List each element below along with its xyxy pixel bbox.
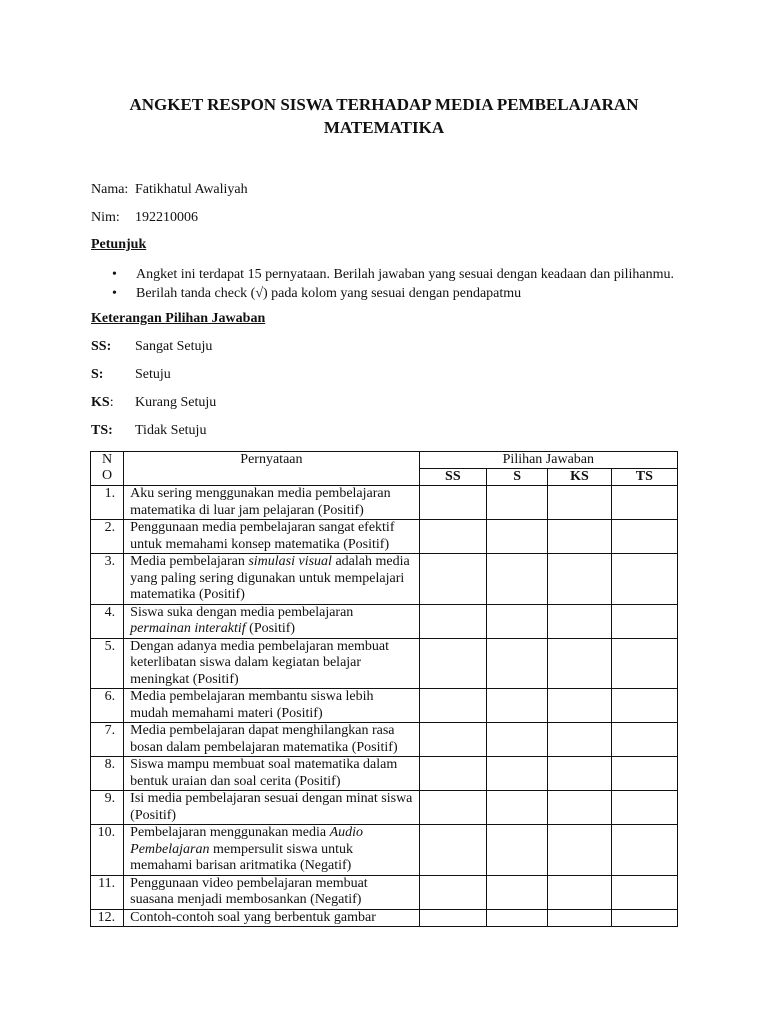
- statement-text: Aku sering menggunakan media pembelajaran matematika di luar jam pelajaran (Positif): [130, 486, 391, 518]
- statement-text: Contoh-contoh soal yang berbentuk gambar: [130, 909, 376, 925]
- document-title: ANGKET RESPON SISWA TERHADAP MEDIA PEMBELAJARAN MATEMATIKA: [129, 95, 639, 137]
- legend-suffix: :: [108, 423, 113, 438]
- answer-cell-s[interactable]: [487, 604, 548, 638]
- legend-code: S: [91, 367, 99, 382]
- table-row: [91, 604, 678, 638]
- nim-label: Nim:: [91, 210, 120, 225]
- statement-text: Dengan adanya media pembelajaran membuat keterlibatan siswa dalam kegiatan belajar meningkat (Positif): [130, 638, 390, 687]
- answer-cell-ks[interactable]: [548, 638, 611, 689]
- header-no-line2: O: [102, 468, 113, 483]
- row-statement: [124, 791, 420, 825]
- row-number: 9.: [91, 791, 124, 825]
- row-number: 7.: [91, 723, 124, 757]
- legend-code: SS: [91, 339, 107, 354]
- statement-italic-text: permainan interaktif: [130, 621, 246, 636]
- answer-cell-ts[interactable]: [611, 520, 677, 554]
- legend-code: KS: [91, 395, 110, 410]
- answer-cell-ss[interactable]: [419, 723, 486, 757]
- statement-text: Siswa mampu membuat soal matematika dalam bentuk uraian dan soal cerita (Positif): [130, 757, 398, 789]
- name-label: Nama:: [91, 182, 129, 197]
- statement-text: Penggunaan media pembelajaran sangat efektif untuk memahami konsep matematika (Positif): [130, 520, 395, 552]
- answer-cell-ts[interactable]: [611, 604, 677, 638]
- answer-cell-ts[interactable]: [611, 791, 677, 825]
- answer-cell-ks[interactable]: [548, 875, 611, 909]
- statement-text: mempersulit siswa untuk memahami barisan aritmatika (Negatif): [130, 841, 353, 873]
- header-option-ks: KS: [548, 469, 611, 486]
- answer-cell-ks[interactable]: [548, 554, 611, 605]
- answer-cell-ss[interactable]: [419, 791, 486, 825]
- header-option-ts: TS: [611, 469, 677, 486]
- table-row: [91, 689, 678, 723]
- statement-text: Siswa suka dengan media pembelajaran: [130, 604, 354, 620]
- answer-cell-ts[interactable]: [611, 689, 677, 723]
- row-statement: [124, 486, 420, 520]
- answer-cell-s[interactable]: [487, 825, 548, 876]
- nim-field: [91, 209, 198, 227]
- statement-text: Media pembelajaran: [130, 554, 249, 569]
- table-row: [91, 723, 678, 757]
- header-no: [91, 452, 124, 486]
- answer-cell-ss[interactable]: [419, 520, 486, 554]
- legend-meaning: Sangat Setuju: [135, 339, 213, 354]
- row-number: 4.: [91, 604, 124, 638]
- answer-cell-ss[interactable]: [419, 757, 486, 791]
- row-statement: [124, 757, 420, 791]
- answer-cell-ts[interactable]: [611, 554, 677, 605]
- row-statement: [124, 689, 420, 723]
- answer-cell-s[interactable]: [487, 791, 548, 825]
- header-choices: Pilihan Jawaban: [419, 452, 677, 469]
- row-number: 11.: [91, 875, 124, 909]
- answer-cell-ks[interactable]: [548, 825, 611, 876]
- row-number: 10.: [91, 825, 124, 876]
- header-statement: Pernyataan: [124, 452, 420, 486]
- answer-cell-ks[interactable]: [548, 604, 611, 638]
- statement-italic-text: simulasi visual: [248, 554, 332, 569]
- answer-cell-ks[interactable]: [548, 757, 611, 791]
- table-row: [91, 909, 678, 927]
- table-row: [91, 520, 678, 554]
- bullet-icon: •: [112, 267, 117, 282]
- survey-body: [91, 486, 678, 927]
- row-statement: [124, 909, 420, 927]
- answer-cell-ss[interactable]: [419, 825, 486, 876]
- keterangan-heading: Keterangan Pilihan Jawaban: [91, 311, 266, 326]
- instruction-item: [112, 265, 674, 284]
- row-statement: [124, 723, 420, 757]
- name-field: [91, 181, 248, 199]
- table-row: [91, 554, 678, 605]
- header-option-s: S: [487, 469, 548, 486]
- answer-cell-ts[interactable]: [611, 638, 677, 689]
- statement-text: Media pembelajaran membantu siswa lebih mudah memahami materi (Positif): [130, 689, 374, 721]
- answer-cell-s[interactable]: [487, 486, 548, 520]
- answer-cell-s[interactable]: [487, 757, 548, 791]
- row-statement: [124, 520, 420, 554]
- legend-meaning: Kurang Setuju: [135, 395, 217, 410]
- statement-text: Isi media pembelajaran sesuai dengan minat siswa (Positif): [130, 791, 413, 823]
- row-statement: [124, 875, 420, 909]
- header-option-ss: SS: [419, 469, 486, 486]
- petunjuk-heading: Petunjuk: [91, 237, 147, 252]
- bullet-icon: •: [112, 286, 117, 301]
- statement-text: adalah media yang paling sering digunakan untuk mempelajari matematika (Positif): [130, 554, 410, 602]
- answer-cell-ss[interactable]: [419, 689, 486, 723]
- answer-cell-ks[interactable]: [548, 520, 611, 554]
- statement-text: (Positif): [245, 621, 296, 636]
- answer-cell-s[interactable]: [487, 723, 548, 757]
- answer-cell-ss[interactable]: [419, 486, 486, 520]
- answer-cell-ts[interactable]: [611, 757, 677, 791]
- name-value: Fatikhatul Awaliyah: [135, 182, 248, 197]
- row-number: 12.: [91, 909, 124, 927]
- answer-cell-s[interactable]: [487, 638, 548, 689]
- row-number: 8.: [91, 757, 124, 791]
- answer-cell-ks[interactable]: [548, 689, 611, 723]
- legend-meaning: Setuju: [135, 367, 171, 382]
- row-statement: [124, 554, 420, 605]
- answer-cell-ks[interactable]: [548, 486, 611, 520]
- answer-cell-ss[interactable]: [419, 604, 486, 638]
- answer-cell-ts[interactable]: [611, 875, 677, 909]
- answer-cell-ks[interactable]: [548, 909, 611, 927]
- answer-cell-ts[interactable]: [611, 723, 677, 757]
- table-row: [91, 486, 678, 520]
- header-no-line1: N: [102, 452, 113, 467]
- statement-italic-text: Audio Pembelajaran: [130, 825, 364, 857]
- row-number: 1.: [91, 486, 124, 520]
- instruction-text: Berilah tanda check (√) pada kolom yang sesuai dengan pendapatmu: [136, 286, 522, 301]
- statement-text: Media pembelajaran dapat menghilangkan rasa bosan dalam pembelajaran matematika (Positif): [130, 723, 398, 755]
- answer-cell-ss[interactable]: [419, 875, 486, 909]
- table-header-row: [91, 452, 678, 469]
- answer-cell-ss[interactable]: [419, 638, 486, 689]
- row-statement: [124, 604, 420, 638]
- row-statement: [124, 638, 420, 689]
- statement-text: Penggunaan video pembelajaran membuat suasana menjadi membosankan (Negatif): [130, 875, 368, 907]
- table-row: [91, 791, 678, 825]
- statement-text: Pembelajaran menggunakan media: [130, 825, 330, 840]
- table-row: [91, 757, 678, 791]
- nim-value: 192210006: [135, 210, 198, 225]
- answer-cell-ss[interactable]: [419, 554, 486, 605]
- row-number: 3.: [91, 554, 124, 605]
- answer-cell-s[interactable]: [487, 520, 548, 554]
- legend-s: [91, 367, 171, 383]
- answer-cell-s[interactable]: [487, 554, 548, 605]
- answer-cell-ss[interactable]: [419, 909, 486, 927]
- legend-suffix: :: [98, 367, 104, 382]
- legend-suffix: :: [106, 339, 112, 354]
- legend-ks: [91, 395, 216, 411]
- answer-cell-ts[interactable]: [611, 909, 677, 927]
- row-statement: [124, 825, 420, 876]
- survey-table: [90, 451, 678, 927]
- answer-cell-ts[interactable]: [611, 486, 677, 520]
- answer-cell-s[interactable]: [487, 875, 548, 909]
- row-number: 5.: [91, 638, 124, 689]
- legend-code: TS: [91, 423, 109, 438]
- legend-ss: [91, 339, 212, 355]
- legend-suffix: :: [109, 395, 114, 410]
- answer-cell-s[interactable]: [487, 909, 548, 927]
- answer-cell-s[interactable]: [487, 689, 548, 723]
- instruction-list: [112, 265, 674, 303]
- answer-cell-ks[interactable]: [548, 791, 611, 825]
- answer-cell-ks[interactable]: [548, 723, 611, 757]
- table-row: [91, 825, 678, 876]
- table-row: [91, 638, 678, 689]
- instruction-item: [112, 284, 674, 303]
- row-number: 2.: [91, 520, 124, 554]
- table-row: [91, 875, 678, 909]
- answer-cell-ts[interactable]: [611, 825, 677, 876]
- instruction-text: Angket ini terdapat 15 pernyataan. Berilah jawaban yang sesuai dengan keadaan dan pilihanmu.: [136, 267, 675, 282]
- row-number: 6.: [91, 689, 124, 723]
- legend-meaning: Tidak Setuju: [135, 423, 207, 438]
- legend-ts: [91, 423, 206, 439]
